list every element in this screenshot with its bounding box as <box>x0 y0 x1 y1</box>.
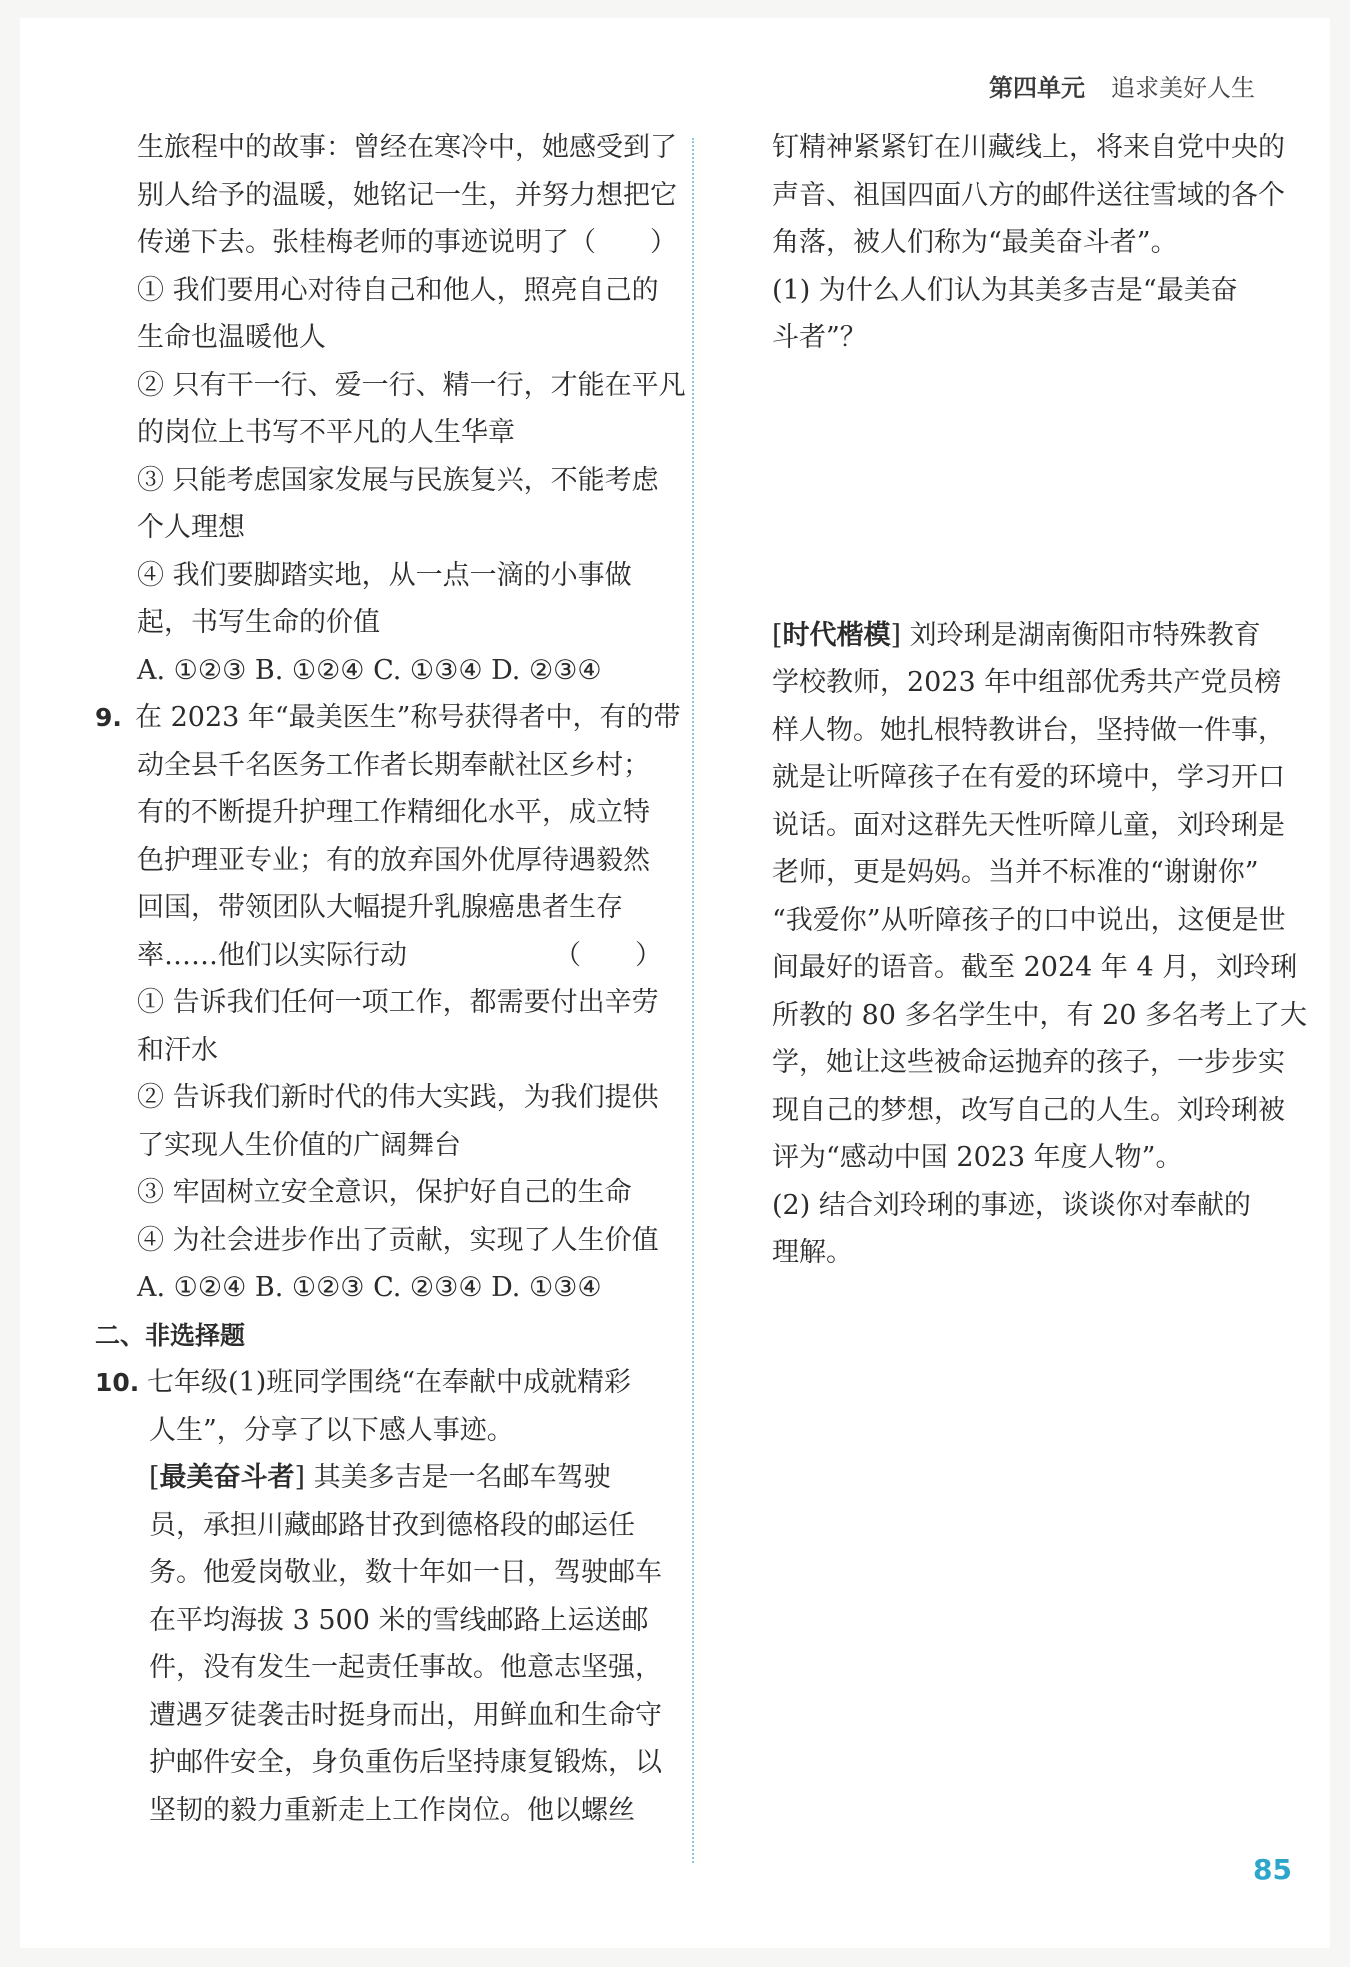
text-line: 有的不断提升护理工作精细化水平，成立特 <box>137 797 650 828</box>
text-line: 就是让听障孩子在有爱的环境中，学习开口 <box>772 762 1285 793</box>
answer-choices: A. ①②④ B. ①②③ C. ②③④ D. ①③④ <box>137 1272 602 1303</box>
text-line: 动全县千名医务工作者长期奉献社区乡村； <box>137 749 650 781</box>
sub-question-2-cont: 理解。 <box>772 1237 853 1268</box>
text-line: 所教的 80 多名学生中，有 20 多名考上了大 <box>772 999 1308 1031</box>
page-number: 85 <box>1253 1853 1292 1886</box>
text-line: 七年级(1)班同学围绕“在奉献中成就精彩 <box>147 1367 632 1398</box>
question-number: 10. <box>95 1368 140 1397</box>
text-line: 别人给予的温暖，她铭记一生，并努力想把它 <box>137 179 677 211</box>
option-3: ③ 只能考虑国家发展与民族复兴，不能考虑 <box>137 464 659 496</box>
text-line: 学校教师，2023 年中组部优秀共产党员榜 <box>772 667 1282 698</box>
question-10 <box>95 1359 670 1834</box>
option-3: ③ 牢固树立安全意识，保护好自己的生命 <box>137 1177 632 1208</box>
unit-title: 第四单元 <box>989 74 1085 102</box>
question-8-continuation <box>95 124 686 694</box>
text-line: 务。他爱岗敬业，数十年如一日，驾驶邮车 <box>149 1557 662 1588</box>
right-column <box>772 124 1308 1277</box>
text-line: 回国，带领团队大幅提升乳腺癌患者生存 <box>137 892 623 923</box>
text-line: 老师，更是妈妈。当并不标准的“谢谢你” <box>772 857 1259 888</box>
text-line: 在平均海拔 3 500 米的雪线邮路上运送邮 <box>149 1604 649 1636</box>
story-tag: 最美奋斗者 <box>159 1462 295 1493</box>
left-column <box>95 124 686 1834</box>
option-1-cont: 和汗水 <box>137 1034 218 1066</box>
answer-choices: A. ①②③ B. ①②④ C. ①③④ D. ②③④ <box>137 654 602 686</box>
story-1-first-line: [最美奋斗者] 其美多吉是一名邮车驾驶 <box>149 1462 611 1493</box>
text-line: 刘玲琍是湖南衡阳市特殊教育 <box>909 619 1261 651</box>
text-line: 件，没有发生一起责任事故。他意志坚强， <box>149 1652 662 1683</box>
section-heading: 二、非选择题 <box>95 1320 246 1350</box>
text-line: 坚韧的毅力重新走上工作岗位。他以螺丝 <box>149 1794 635 1826</box>
option-1: ① 告诉我们任何一项工作，都需要付出辛劳 <box>137 987 659 1018</box>
option-3-cont: 个人理想 <box>137 512 245 543</box>
text-line: 其美多吉是一名邮车驾驶 <box>313 1462 611 1493</box>
option-4-cont: 起，书写生命的价值 <box>137 607 380 638</box>
option-2-cont: 的岗位上书写不平凡的人生华章 <box>137 417 515 448</box>
text-line: 间最好的语音。截至 2024 年 4 月，刘玲琍 <box>772 952 1298 983</box>
text-line: 评为“感动中国 2023 年度人物”。 <box>772 1142 1183 1173</box>
text-line: 现自己的梦想，改写自己的人生。刘玲琍被 <box>772 1094 1285 1126</box>
option-2-cont: 了实现人生价值的广阔舞台 <box>137 1129 461 1161</box>
unit-theme: 追求美好人生 <box>1111 74 1255 102</box>
text-line: 在 2023 年“最美医生”称号获得者中，有的带 <box>135 702 681 733</box>
option-1: ① 我们要用心对待自己和他人，照亮自己的 <box>137 274 659 306</box>
text-line: 遭遇歹徒袭击时挺身而出，用鲜血和生命守 <box>149 1699 662 1731</box>
text-line: 说话。面对这群先天性听障儿童，刘玲琍是 <box>772 809 1285 841</box>
page <box>20 18 1330 1948</box>
sub-question-2: (2) 结合刘玲琍的事迹，谈谈你对奉献的 <box>772 1189 1251 1221</box>
option-4: ④ 我们要脚踏实地，从一点一滴的小事做 <box>137 559 632 591</box>
text-line: 率……他们以实际行动 <box>137 939 407 971</box>
text-line: 学，她让这些被命运抛弃的孩子，一步步实 <box>772 1047 1285 1078</box>
answer-space <box>772 362 1292 612</box>
option-1-cont: 生命也温暖他人 <box>137 322 326 353</box>
text-line: 色护理亚专业；有的放弃国外优厚待遇毅然 <box>137 844 650 876</box>
story-2-first-line: [时代楷模] 刘玲琍是湖南衡阳市特殊教育 <box>772 619 1261 651</box>
answer-bracket: （ ） <box>554 939 662 971</box>
sub-question-1-cont: 斗者”？ <box>772 322 867 353</box>
text-line: 传递下去。张桂梅老师的事迹说明了（ ） <box>137 227 677 258</box>
column-divider <box>692 138 694 1863</box>
text-line: “我爱你”从听障孩子的口中说出，这便是世 <box>772 904 1286 936</box>
option-2: ② 只有干一行、爱一行、精一行，才能在平凡 <box>137 369 686 401</box>
text-line: 生旅程中的故事：曾经在寒冷中，她感受到了 <box>137 132 677 163</box>
question-9 <box>95 694 681 1312</box>
text-line: 人生”，分享了以下感人事迹。 <box>149 1414 514 1446</box>
question-number: 9. <box>95 703 122 732</box>
text-line: 声音、祖国四面八方的邮件送往雪域的各个 <box>772 179 1285 211</box>
sub-question-1: (1) 为什么人们认为其美多吉是“最美奋 <box>772 274 1238 306</box>
text-line: 钉精神紧紧钉在川藏线上，将来自党中央的 <box>772 132 1285 163</box>
text-line: 护邮件安全，身负重伤后坚持康复锻炼，以 <box>149 1747 662 1778</box>
story-tag: 时代楷模 <box>782 619 891 651</box>
option-2: ② 告诉我们新时代的伟大实践，为我们提供 <box>137 1082 659 1113</box>
option-4: ④ 为社会进步作出了贡献，实现了人生价值 <box>137 1224 659 1256</box>
text-line: 员，承担川藏邮路甘孜到德格段的邮运任 <box>149 1509 635 1541</box>
text-line: 样人物。她扎根特教讲台，坚持做一件事， <box>772 714 1285 746</box>
text-line: 角落，被人们称为“最美奋斗者”。 <box>772 227 1178 258</box>
running-header <box>989 68 1255 103</box>
